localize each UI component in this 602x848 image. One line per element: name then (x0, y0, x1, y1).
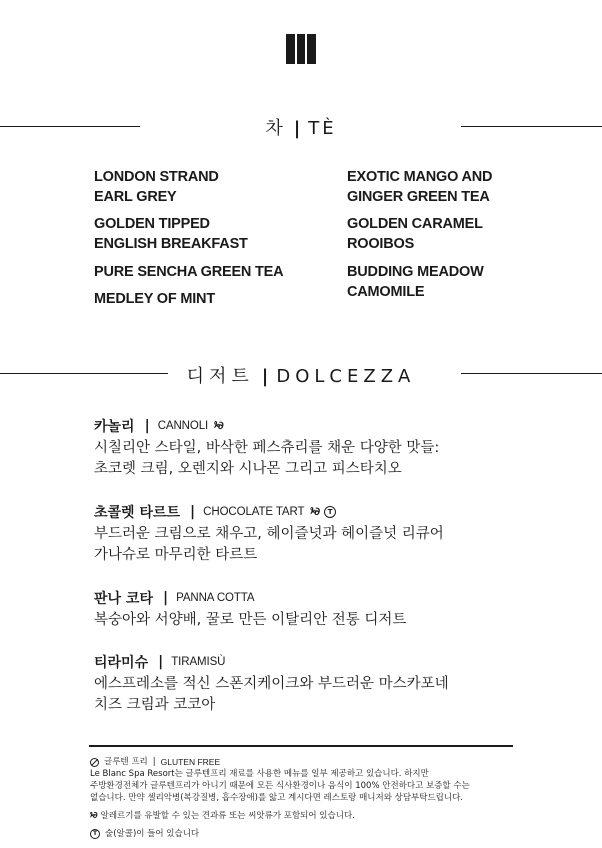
nuts-icon: ⰳ∂ (214, 419, 222, 432)
note-line: Le Blanc Spa Resort는 글루텐프리 재료를 사용한 메뉴를 일부 제공하고 있습니다. 하지만 (90, 769, 429, 779)
tea-item (347, 214, 483, 254)
description-line: 에스프레소를 적신 스폰지케이크와 부드러운 마스카포네 (94, 676, 449, 692)
nuts-icon: ⰳ∂ (310, 505, 319, 518)
tea-item (94, 214, 248, 254)
dessert-name-ko: 카놀리 (94, 419, 135, 435)
tea-item-line: MEDLEY OF MINT (94, 291, 215, 307)
legend-separator: | (152, 757, 156, 767)
dessert-name-it: CHOCOLATE TART (203, 506, 305, 518)
tea-item (347, 262, 484, 302)
dessert-item-cannoli (94, 416, 564, 480)
nuts-note: 알레르기를 유발할 수 있는 견과류 또는 씨앗류가 포함되어 있습니다. (100, 811, 355, 821)
tea-title-ko: 차 (265, 118, 286, 139)
gluten-free-icon (90, 758, 99, 767)
tea-item (94, 262, 283, 282)
gluten-note (90, 768, 520, 804)
tea-item-line: EARL GREY (94, 189, 177, 205)
note-line: 없습니다. 만약 셀리악병(복강질병, 흡수장애)를 앓고 계시다면 레스토랑 매니저와 상담부탁드립니다. (90, 793, 464, 803)
dessert-description (94, 524, 564, 566)
gluten-label-en: GLUTEN FREE (160, 757, 221, 767)
brand-logo (286, 34, 316, 64)
description-line: 시칠리안 스타일, 바삭한 페스츄리를 채운 다양한 맛들: (94, 440, 440, 456)
tea-item-line: CAMOMILE (347, 284, 425, 300)
description-line: 복숭아와 서양배, 꿀로 만든 이탈리안 전통 디저트 (94, 612, 407, 628)
dessert-section-title (0, 362, 602, 388)
dessert-name-ko: 티라미슈 (94, 655, 149, 671)
nuts-icon: ⰳ∂ (90, 811, 96, 821)
tea-item-line: ENGLISH BREAKFAST (94, 236, 248, 252)
tea-item-line: GINGER GREEN TEA (347, 189, 490, 205)
dessert-title-ko: 디저트 (186, 366, 254, 387)
tea-item (94, 167, 219, 207)
dessert-name-ko: 판나 코타 (94, 591, 153, 607)
title-separator: | (190, 504, 196, 520)
dessert-description (94, 674, 564, 716)
dessert-item-panna-cotta (94, 588, 564, 631)
note-line: 주방환경전체가 글루텐프리가 아니기 때문에 모든 식사환경이나 음식이 100% 안전하다고 보증할 수는 (90, 781, 470, 791)
description-line: 부드러운 크림으로 채우고, 헤이즐넛과 헤이즐넛 리큐어 (94, 526, 444, 542)
dessert-title-line (94, 588, 564, 608)
dessert-name-it: PANNA COTTA (176, 592, 255, 604)
dessert-title-line (94, 416, 564, 436)
tea-item-line: GOLDEN TIPPED (94, 216, 210, 232)
alcohol-icon: T (90, 829, 100, 839)
title-separator: | (162, 590, 169, 606)
nuts-legend (90, 810, 520, 822)
tea-item-line: GOLDEN CARAMEL (347, 216, 483, 232)
alcohol-note: 술(알콜)이 들어 있습니다 (105, 829, 200, 839)
gluten-free-legend (90, 756, 520, 768)
description-line: 초코렛 크림, 오렌지와 시나몬 그리고 피스타치오 (94, 461, 402, 477)
dessert-title-line (94, 652, 564, 672)
tea-item (94, 289, 215, 309)
title-separator: | (261, 366, 269, 387)
dessert-title-line (94, 502, 564, 522)
footer-divider (89, 745, 513, 747)
dessert-name-ko: 초콜렛 타르트 (94, 505, 181, 521)
dessert-item-tiramisu (94, 652, 564, 716)
tea-item-line: BUDDING MEADOW (347, 264, 484, 280)
tea-item (347, 167, 492, 207)
dessert-name-it: CANNOLI (157, 420, 209, 432)
tea-item-line: ROOIBOS (347, 236, 415, 252)
description-line: 가나슈로 마무리한 타르트 (94, 547, 258, 563)
alcohol-icon: T (324, 506, 336, 518)
title-separator: | (158, 654, 164, 670)
gluten-label-ko: 글루텐 프리 (104, 757, 148, 767)
dessert-item-chocolate-tart (94, 502, 564, 566)
alcohol-legend (90, 828, 520, 840)
dessert-title-it: DOLCEZZA (276, 366, 416, 387)
description-line: 치즈 크림과 코코아 (94, 697, 216, 713)
tea-title-it: TÈ (308, 118, 337, 139)
dessert-description (94, 438, 564, 480)
dessert-name-it: TIRAMISÙ (171, 656, 226, 668)
tea-section-title (0, 114, 602, 140)
footer-notes (90, 756, 520, 840)
dessert-description (94, 610, 564, 631)
tea-item-line: LONDON STRAND (94, 169, 219, 185)
title-separator: | (293, 118, 301, 139)
title-separator: | (144, 418, 150, 434)
tea-item-line: PURE SENCHA GREEN TEA (94, 264, 284, 280)
tea-item-line: EXOTIC MANGO AND (347, 169, 493, 185)
